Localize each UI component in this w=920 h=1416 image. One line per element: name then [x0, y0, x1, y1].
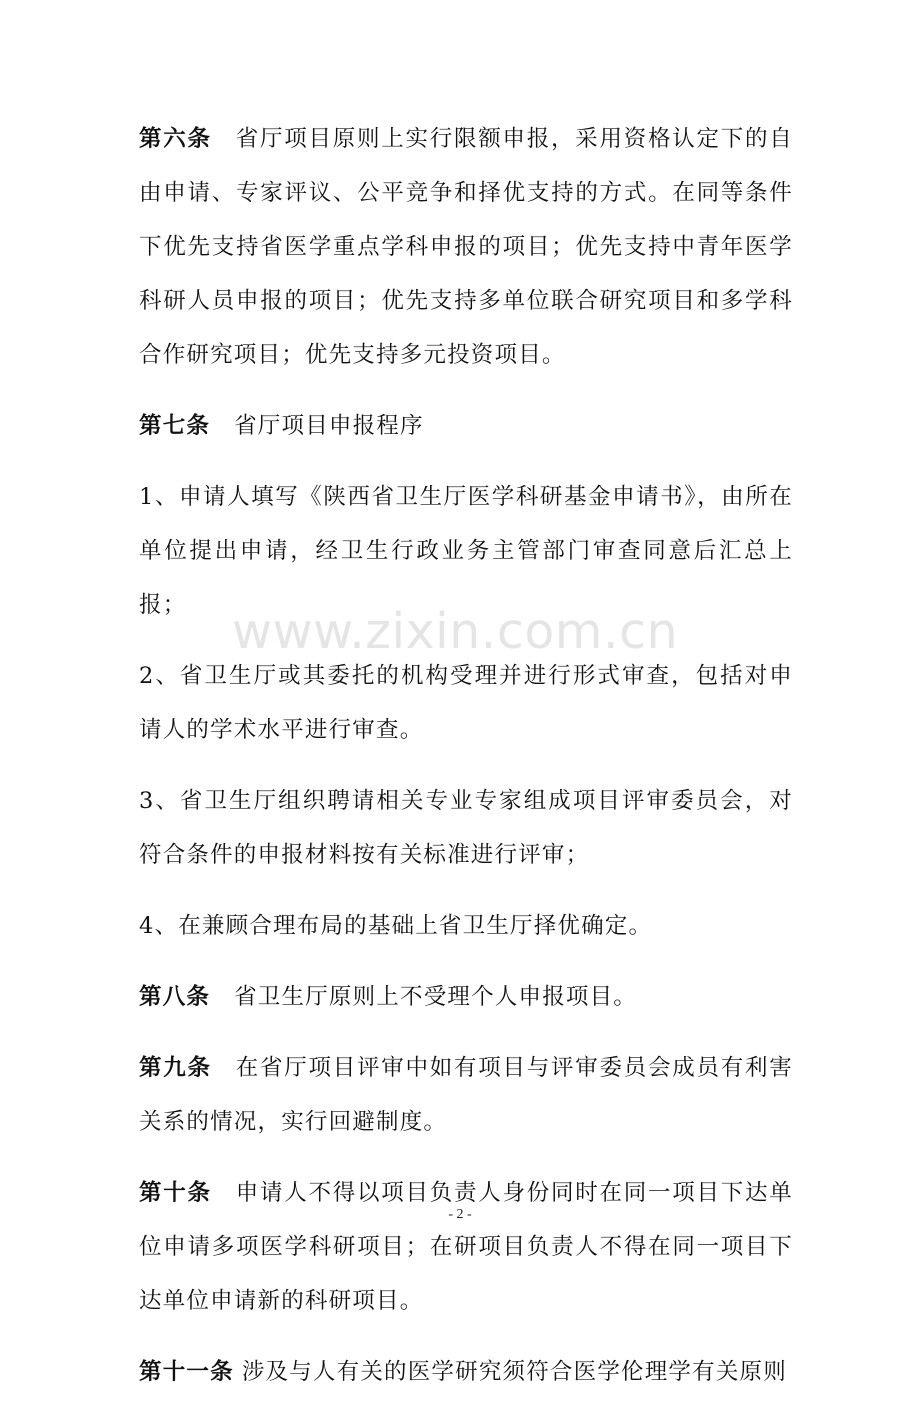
- article-label: 第七条: [139, 413, 211, 439]
- article-text: 在省厅项目评审中如有项目与评审委员会成员有利害关系的情况，实行回避制度。: [139, 1055, 793, 1135]
- procedure-step-one: [139, 470, 793, 632]
- article-label: 第九条: [139, 1055, 212, 1081]
- article-paragraph-six: [139, 112, 793, 382]
- procedure-text: 3、省卫生厅组织聘请相关专业专家组成项目评审委员会，对符合条件的申报材料按有关标准进行评审；: [139, 788, 793, 868]
- article-text: 省厅项目原则上实行限额申报，采用资格认定下的自由申请、专家评议、公平竞争和择优支持的方式。在同等条件下优先支持省医学重点学科申报的项目；优先支持中青年医学科研人员申报的项目；优先支持多单位联合研究项目和多学科合作研究项目；优先支持多元投资项目。: [139, 126, 793, 368]
- article-label: 第十条: [139, 1180, 212, 1206]
- procedure-text: 1、申请人填写《陕西省卫生厅医学科研基金申请书》，由所在单位提出申请，经卫生行政业务主管部门审查同意后汇总上报；: [139, 484, 793, 618]
- procedure-text: 4、在兼顾合理布局的基础上省卫生厅择优确定。: [139, 913, 653, 939]
- procedure-step-four: [139, 899, 793, 953]
- article-paragraph-seven: [139, 399, 793, 453]
- page-number: - 2 -: [448, 1207, 472, 1222]
- article-paragraph-ten: [139, 1166, 793, 1328]
- article-paragraph-eight: [139, 970, 793, 1024]
- watermark-text: www.zixin.com.cn: [232, 603, 679, 660]
- article-text: 申请人不得以项目负责人身份同时在同一项目下达单位申请多项医学科研项目；在研项目负责人不得在同一项目下达单位申请新的科研项目。: [139, 1180, 793, 1314]
- article-label: 第八条: [139, 984, 211, 1010]
- article-text: 省厅项目申报程序: [234, 413, 424, 439]
- article-label: 第六条: [139, 126, 212, 152]
- article-paragraph-nine: [139, 1041, 793, 1149]
- article-text: 省卫生厅原则上不受理个人申报项目。: [234, 984, 638, 1010]
- article-text: 涉及与人有关的医学研究须符合医学伦理学有关原则: [241, 1359, 787, 1385]
- article-label: 第十一条: [139, 1359, 234, 1385]
- procedure-text: 2、省卫生厅或其委托的机构受理并进行形式审查，包括对申请人的学术水平进行审查。: [139, 663, 793, 743]
- article-paragraph-eleven: [139, 1345, 793, 1399]
- procedure-step-three: [139, 774, 793, 882]
- procedure-step-two: [139, 649, 793, 757]
